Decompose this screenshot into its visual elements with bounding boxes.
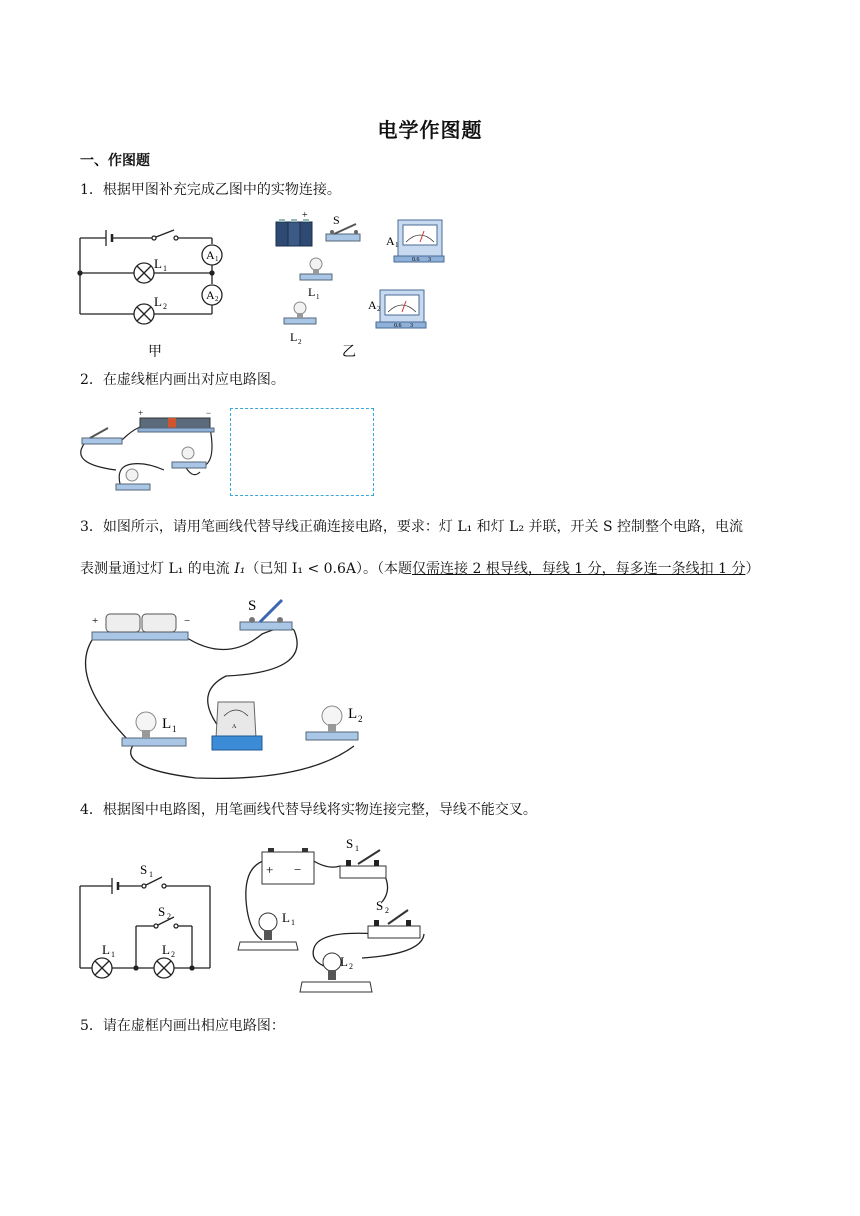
label-l1-physical: L — [308, 285, 316, 299]
battery-physical-q2 — [138, 418, 214, 432]
battery-plus-q2: + — [138, 410, 144, 418]
label-a-q3: A — [232, 724, 237, 730]
switch-s2-physical — [368, 910, 420, 938]
label-l2-physical-q4: L — [340, 954, 348, 969]
question-3-scoring-note: 仅需连接 2 根导线，每线 1 分，每多连一条线扣 1 分 — [412, 561, 746, 577]
ammeter-a1 — [394, 220, 444, 262]
label-a2-physical-sub: 2 — [377, 305, 381, 313]
circuit-diagram-jia — [78, 230, 222, 324]
label-s1-diagram: S — [140, 862, 148, 877]
label-l1: L — [154, 256, 162, 271]
label-l1-q3-sub: 1 — [172, 724, 177, 734]
label-s1-diagram-sub: 1 — [149, 870, 153, 879]
question-2-figure — [76, 410, 216, 496]
question-3-line2-b: （已知 I₁ < 0.6A）。（本题 — [245, 561, 413, 577]
question-3-line2-c: ） — [745, 561, 760, 577]
label-l1-diagram: L — [102, 942, 110, 957]
label-l2-diagram: L — [162, 942, 170, 957]
label-s1-physical-sub: 1 — [355, 844, 359, 853]
label-a1-sub: 1 — [215, 255, 219, 263]
answer-dashed-box-q2[interactable] — [230, 408, 374, 496]
question-4-text: 4．根据图中电路图，用笔画线代替导线将实物连接完整，导线不能交叉。 — [80, 802, 537, 818]
battery-pack — [276, 219, 312, 246]
battery-minus-q4: − — [294, 862, 302, 877]
ammeter-q3 — [212, 702, 262, 750]
label-l1-physical-q4: L — [282, 910, 290, 925]
figure-yi-caption: 乙 — [342, 345, 356, 360]
label-a1: A — [206, 248, 215, 262]
label-l2-q3: L — [348, 706, 358, 722]
label-s2-physical-sub: 2 — [385, 906, 389, 915]
scale-06-a1: 0.6 — [412, 257, 420, 263]
label-s-q3: S — [248, 598, 257, 614]
lamp-physical-q2-a — [172, 447, 206, 468]
lamp-l2-physical — [284, 302, 316, 324]
switch-s1-physical — [340, 850, 386, 878]
battery-plus: + — [302, 210, 308, 221]
circuit-diagram-q4 — [80, 877, 210, 978]
label-l1-sub: 1 — [163, 264, 167, 273]
battery-plus-q3: + — [92, 615, 99, 627]
question-3-text — [80, 506, 780, 590]
label-l2-physical-q4-sub: 2 — [349, 962, 353, 971]
question-3-figure — [76, 592, 376, 788]
lamp-physical-q2-b — [116, 469, 150, 490]
switch-physical-q2 — [82, 428, 122, 444]
label-l2-diagram-sub: 2 — [171, 950, 175, 959]
label-s: S — [333, 213, 340, 227]
question-1-text: 1．根据甲图补充完成乙图中的实物连接。 — [80, 182, 341, 198]
question-4-figure — [76, 830, 436, 1000]
label-a2-sub: 2 — [215, 295, 219, 303]
label-l1-physical-sub: 1 — [316, 293, 320, 301]
question-3-line2-a: 表测量通过灯 L₁ 的电流 — [80, 561, 235, 577]
question-1-figure — [76, 210, 456, 360]
label-l2-q3-sub: 2 — [358, 714, 363, 724]
label-s2-diagram: S — [158, 904, 166, 919]
label-s1-physical: S — [346, 836, 354, 851]
label-l2-physical: L — [290, 330, 298, 344]
question-3-var-i1: I₁ — [234, 561, 246, 577]
question-2-text: 2．在虚线框内画出对应电路图。 — [80, 372, 285, 388]
label-l2-physical-sub: 2 — [298, 338, 302, 346]
figure-jia-caption: 甲 — [148, 345, 162, 360]
question-5-text: 5．请在虚框内画出相应电路图： — [80, 1018, 285, 1034]
page-title: 电学作图题 — [377, 118, 483, 142]
label-l1-diagram-sub: 1 — [111, 950, 115, 959]
scale-3-a1: 3 — [428, 257, 431, 263]
label-l2: L — [154, 294, 162, 309]
label-a1-physical-sub: 1 — [395, 241, 399, 249]
label-l2-sub: 2 — [163, 302, 167, 311]
battery-plus-q4: + — [266, 862, 274, 877]
label-a2-physical: A — [368, 298, 377, 312]
label-a1-physical: A — [386, 234, 395, 248]
scale-3-a2: 3 — [410, 323, 413, 329]
question-3-line1: 3．如图所示，请用笔画线代替导线正确连接电路，要求：灯 L₁ 和灯 L₂ 并联，开关 S 控制整个电路，电流 — [80, 519, 744, 535]
label-s2-diagram-sub: 2 — [167, 912, 171, 921]
label-l1-q3: L — [162, 716, 172, 732]
lamp-l1-physical — [300, 258, 332, 280]
label-l1-physical-q4-sub: 1 — [291, 918, 295, 927]
battery-holder-q3 — [92, 614, 191, 640]
scale-06-a2: 0.6 — [394, 323, 402, 329]
label-a2: A — [206, 288, 215, 302]
battery-minus-q2: − — [206, 410, 212, 418]
section-heading: 一、作图题 — [80, 153, 150, 169]
lamp-l2-physical-q4 — [300, 953, 372, 992]
label-s2-physical: S — [376, 898, 384, 913]
switch-s — [326, 224, 360, 241]
battery-minus-q3: − — [184, 615, 191, 627]
